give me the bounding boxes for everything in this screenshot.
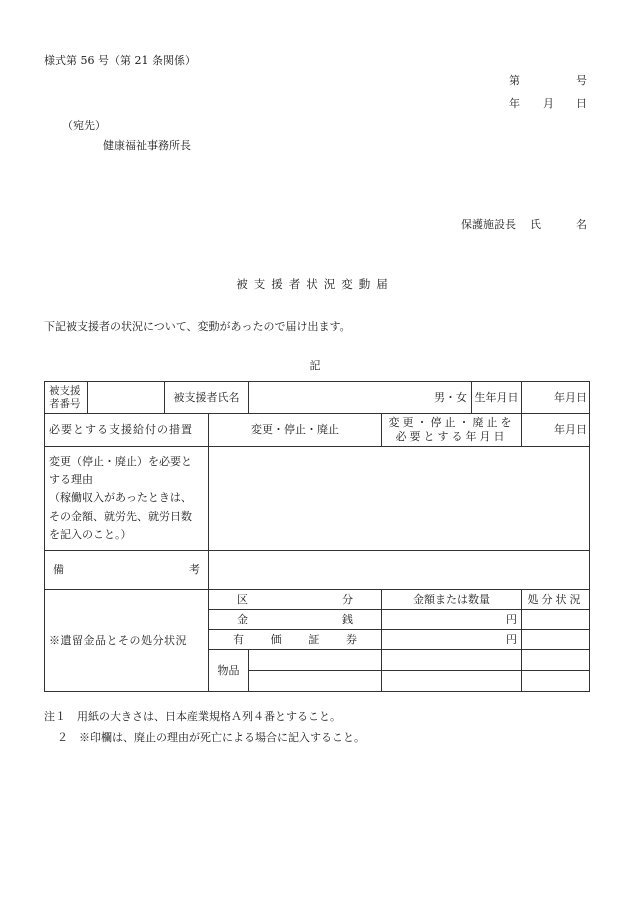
name-label-second: 名 bbox=[576, 218, 587, 231]
facility-head-label: 保護施設長 bbox=[461, 218, 516, 231]
column-category-second: 分 bbox=[342, 592, 353, 606]
securities-char: 券 bbox=[345, 632, 357, 646]
goods-item-field[interactable] bbox=[249, 650, 382, 671]
recipient-number-field[interactable] bbox=[88, 382, 165, 414]
change-date-label bbox=[382, 414, 522, 447]
securities-disposal-field[interactable] bbox=[522, 630, 590, 650]
change-options[interactable]: 変更・停止・廃止 bbox=[209, 414, 382, 447]
remarks-field[interactable] bbox=[209, 551, 590, 590]
remarks-label-second: 考 bbox=[189, 563, 200, 577]
document-number-prefix: 第 bbox=[509, 74, 520, 87]
securities-char: 有 bbox=[233, 632, 244, 646]
applicant-row bbox=[0, 216, 587, 232]
securities-amount-field[interactable] bbox=[382, 630, 522, 650]
change-month-label: 月 bbox=[565, 423, 576, 437]
table-row bbox=[45, 551, 590, 590]
remarks-label-first: 備 bbox=[53, 563, 64, 577]
goods-disposal-field[interactable] bbox=[522, 650, 590, 671]
addressee: 健康福祉事務所長 bbox=[103, 139, 191, 152]
change-day-label: 日 bbox=[576, 423, 587, 437]
remarks-label bbox=[45, 551, 209, 590]
date-year-label: 年 bbox=[509, 97, 520, 110]
money-disposal-field[interactable] bbox=[522, 610, 590, 630]
birth-month-label: 月 bbox=[565, 390, 576, 404]
goods-label: 物品 bbox=[209, 650, 249, 692]
change-year-label: 年 bbox=[554, 423, 565, 437]
change-date-field[interactable] bbox=[522, 414, 590, 447]
report-form-table bbox=[44, 381, 590, 692]
table-row bbox=[45, 447, 590, 551]
document-number-suffix: 号 bbox=[576, 74, 587, 87]
note-1: 注１ 用紙の大きさは、日本産業規格Ａ列４番とすること。 bbox=[44, 710, 341, 723]
table-row bbox=[45, 414, 590, 447]
goods-amount-field[interactable] bbox=[382, 650, 522, 671]
note-2: ２ ※印欄は、廃止の理由が死亡による場合に記入すること。 bbox=[57, 731, 365, 744]
document-title: 被支援者状況変動届 bbox=[236, 277, 394, 291]
addressee-label: （宛先） bbox=[62, 119, 106, 132]
birth-date-label: 生年月日 bbox=[472, 382, 522, 414]
column-disposal: 処分状況 bbox=[522, 590, 590, 610]
ki-heading: 記 bbox=[309, 359, 321, 372]
gender-options[interactable]: 男・女 bbox=[434, 390, 467, 404]
date-row bbox=[0, 95, 587, 111]
column-category bbox=[209, 590, 382, 610]
goods-item-field[interactable] bbox=[249, 671, 382, 692]
name-label-first: 氏 bbox=[530, 218, 541, 231]
change-date-label-line1: 変更・停止・廃止を bbox=[388, 416, 515, 430]
securities-char: 価 bbox=[270, 632, 282, 646]
money-label-second: 銭 bbox=[342, 612, 353, 626]
yen-unit: 円 bbox=[506, 632, 517, 646]
birth-year-label: 年 bbox=[554, 390, 565, 404]
money-label bbox=[209, 610, 382, 630]
column-category-first: 区 bbox=[237, 592, 248, 606]
date-month-label: 月 bbox=[543, 97, 554, 110]
support-measure-label: 必要とする支援給付の措置 bbox=[45, 414, 209, 447]
recipient-name-label: 被支援者氏名 bbox=[165, 382, 249, 414]
change-reason-field[interactable] bbox=[209, 447, 590, 551]
money-label-first: 金 bbox=[237, 612, 248, 626]
form-number: 様式第 56 号（第 21 条関係） bbox=[44, 54, 196, 67]
column-amount: 金額または数量 bbox=[382, 590, 522, 610]
change-reason-label: 変更（停止・廃止）を必要と する理由 （稼働収入があったときは、 その金額、就労先、就労日数 を記入のこと。） bbox=[45, 447, 209, 551]
recipient-number-label: 被支援 者番号 bbox=[45, 382, 88, 414]
goods-amount-field[interactable] bbox=[382, 671, 522, 692]
money-amount-field[interactable] bbox=[382, 610, 522, 630]
securities-label bbox=[209, 630, 382, 650]
birth-day-label: 日 bbox=[576, 390, 587, 404]
securities-char: 証 bbox=[308, 632, 320, 646]
intro-text: 下記被支援者の状況について、変動があったので届け出ます。 bbox=[44, 320, 351, 333]
goods-disposal-field[interactable] bbox=[522, 671, 590, 692]
table-row bbox=[45, 382, 590, 414]
table-row bbox=[45, 590, 590, 610]
date-day-label: 日 bbox=[576, 97, 587, 110]
change-date-label-line2: 必要とする年月日 bbox=[395, 430, 508, 443]
yen-unit: 円 bbox=[506, 612, 517, 626]
estate-label: ※遺留金品とその処分状況 bbox=[45, 590, 209, 692]
document-number-row bbox=[0, 72, 587, 88]
recipient-name-field[interactable] bbox=[249, 382, 472, 414]
birth-date-field[interactable] bbox=[522, 382, 590, 414]
